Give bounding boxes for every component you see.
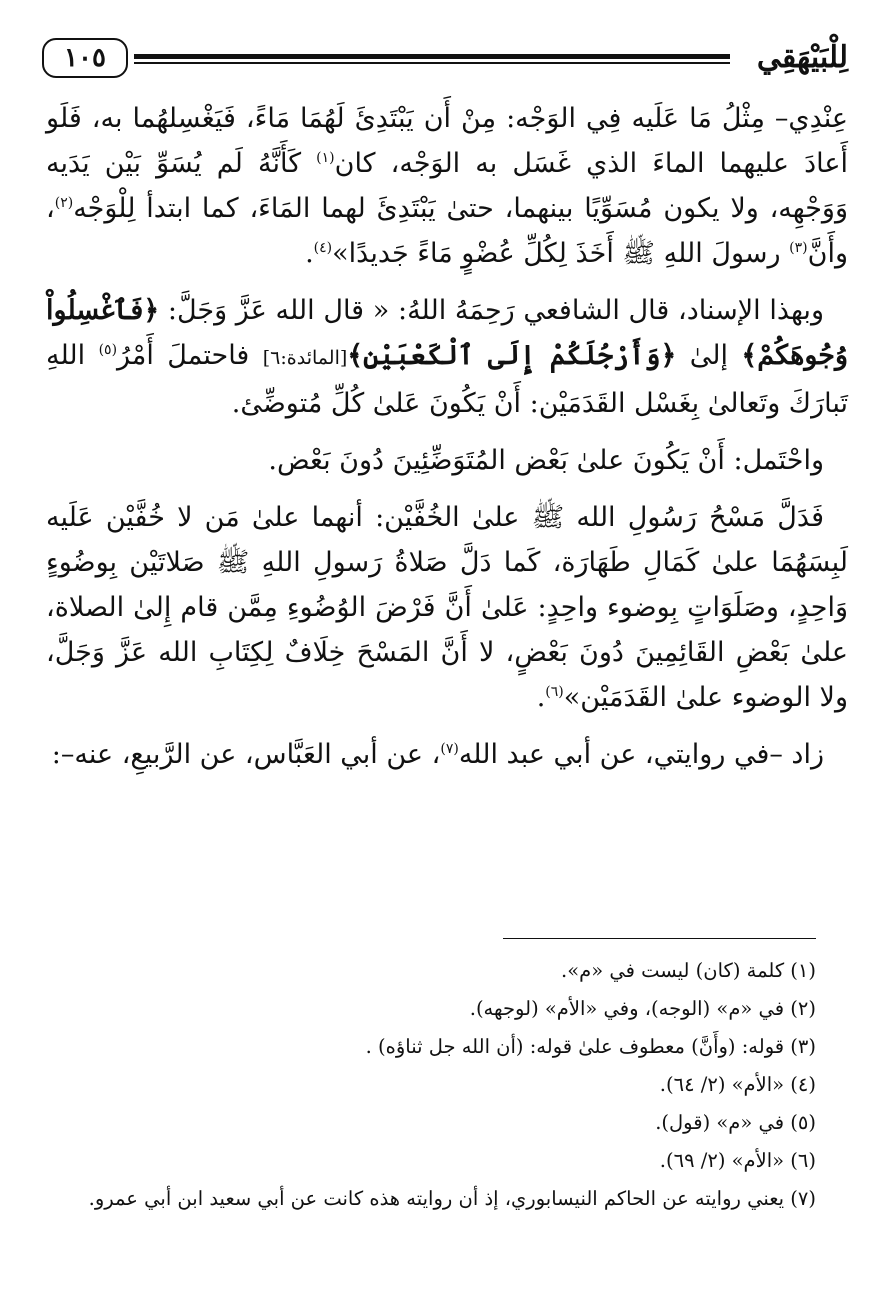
paragraph-2 xyxy=(46,288,848,426)
footnote-ref-1: (١) xyxy=(316,150,335,166)
footnote-4: (٤) «الأم» (٢/ ٦٤). xyxy=(659,1073,816,1096)
text: فاحتملَ أَمْرُ xyxy=(117,340,263,371)
text: عِنْدِي– مِثْلُ مَا عَلَيه فِي الوَجْه: مِنْ أَن يَبْتَدِئَ لَهُمَا مَاءً، فَيَغْسِلهُما به، فَلَو أَعادَ عليهما الماءَ الذي غَسَل به الوَجْه، كان xyxy=(46,103,848,179)
text: اللهِ تَبارَكَ وتَعالىٰ بِغَسْل القَدَمَيْن: أَنْ يَكُونَ عَلىٰ كُلِّ مُتوضِّئ. xyxy=(46,340,848,419)
footnote-1: (١) كلمة (كان) ليست في «م». xyxy=(561,959,816,982)
footnote-ref-4: (٤) xyxy=(313,240,333,256)
footnote-ref-3: (٣) xyxy=(789,240,808,256)
footnote-ref-7: (٧) xyxy=(440,741,459,757)
page-number: ١٠٥ xyxy=(42,38,128,78)
text: . xyxy=(305,238,314,269)
text: ، عن أبي العَبَّاس، عن الرَّبيعِ، عنه–: xyxy=(51,739,441,770)
text: زاد –في روايتي، عن أبي عبد الله xyxy=(458,739,824,770)
quran-quote-2: ﴿وَأَرْجُلَكُمْ إِلَى ٱلْكَعْبَيْنِ﴾ xyxy=(347,340,677,371)
paragraph-1 xyxy=(46,96,848,276)
footnote-ref-5: (٥) xyxy=(98,342,118,358)
paragraph-5 xyxy=(46,732,848,777)
text: إلىٰ xyxy=(676,340,742,371)
text: فَدَلَّ مَسْحُ رَسُولِ الله ﷺ علىٰ الخُفَّيْن: أنهما علىٰ مَن لا خُفَّيْن عَلَيه لَبِسَهُمَا علىٰ كَمَالِ طَهَارَة، كَما دَلَّ صَلاةُ رَسولِ اللهِ ﷺ صَلاتَيْن بِوضُوءٍ وَاحِدٍ، وصَلَوَاتٍ بِوضوء واحِدٍ: عَلىٰ أَنَّ فَرْضَ الوُضُوءِ مِمَّن قام إِلىٰ الصلاة، علىٰ بَعْضِ القَائِمِينَ دُونَ بَعْضٍ، لا أَنَّ المَسْحَ خِلَافٌ لِكِتَابِ الله عَزَّ وَجَلَّ، ولا الوضوء علىٰ القَدَمَيْن» xyxy=(46,502,848,713)
paragraph-4 xyxy=(46,495,848,720)
header-rule xyxy=(134,54,730,64)
text: رسولَ اللهِ ﷺ أَخَذَ لِكُلِّ عُضْوٍ مَاءً جَديدًا» xyxy=(332,238,790,269)
page-header xyxy=(42,34,848,86)
footnote-7: (٧) يعني روايته عن الحاكم النيسابوري، إذ أن روايته هذه كانت عن أبي سعيد ابن أبي عمرو. xyxy=(88,1187,816,1210)
footnotes xyxy=(60,952,816,1218)
text: . xyxy=(536,682,546,713)
footnote-separator xyxy=(503,938,816,939)
text: وبهذا الإسناد، قال الشافعي رَحِمَهُ اللهُ: « قال الله عَزَّ وَجَلَّ: xyxy=(159,295,824,326)
text: كَأَنَّهُ لَم يُسَوِّ بَيْن يَدَيه وَوَجْهِه، ولا يكون مُسَوِّيًا بينهما، حتىٰ يَبْتَدِئَ لهما المَاءَ، كما ابتدأ لِلْوَجْه xyxy=(46,148,848,224)
footnote-6: (٦) «الأم» (٢/ ٦٩). xyxy=(659,1149,816,1172)
text: ، وأَنَّ xyxy=(46,193,848,269)
quran-quote-1: ﴿فَٱغْسِلُواْ وُجُوهَكُمْ﴾ xyxy=(46,295,848,371)
main-text xyxy=(46,96,848,789)
paragraph-3: واحْتَمل: أَنْ يَكُونَ علىٰ بَعْض المُتَوَضِّئِينَ دُونَ بَعْض. xyxy=(268,445,824,476)
running-title: لِلْبَيْهَقِي xyxy=(756,40,848,75)
footnote-ref-6: (٦) xyxy=(545,684,564,700)
footnote-ref-2: (٢) xyxy=(54,195,74,211)
quran-reference: [المائدة:٦] xyxy=(262,347,348,369)
footnote-3: (٣) قوله: (وأَنَّ) معطوف علىٰ قوله: (أن الله جل ثناؤه) . xyxy=(365,1035,816,1058)
footnote-2: (٢) في «م» (الوجه)، وفي «الأم» (لوجهه). xyxy=(469,997,816,1020)
footnote-5: (٥) في «م» (قول). xyxy=(655,1111,816,1134)
